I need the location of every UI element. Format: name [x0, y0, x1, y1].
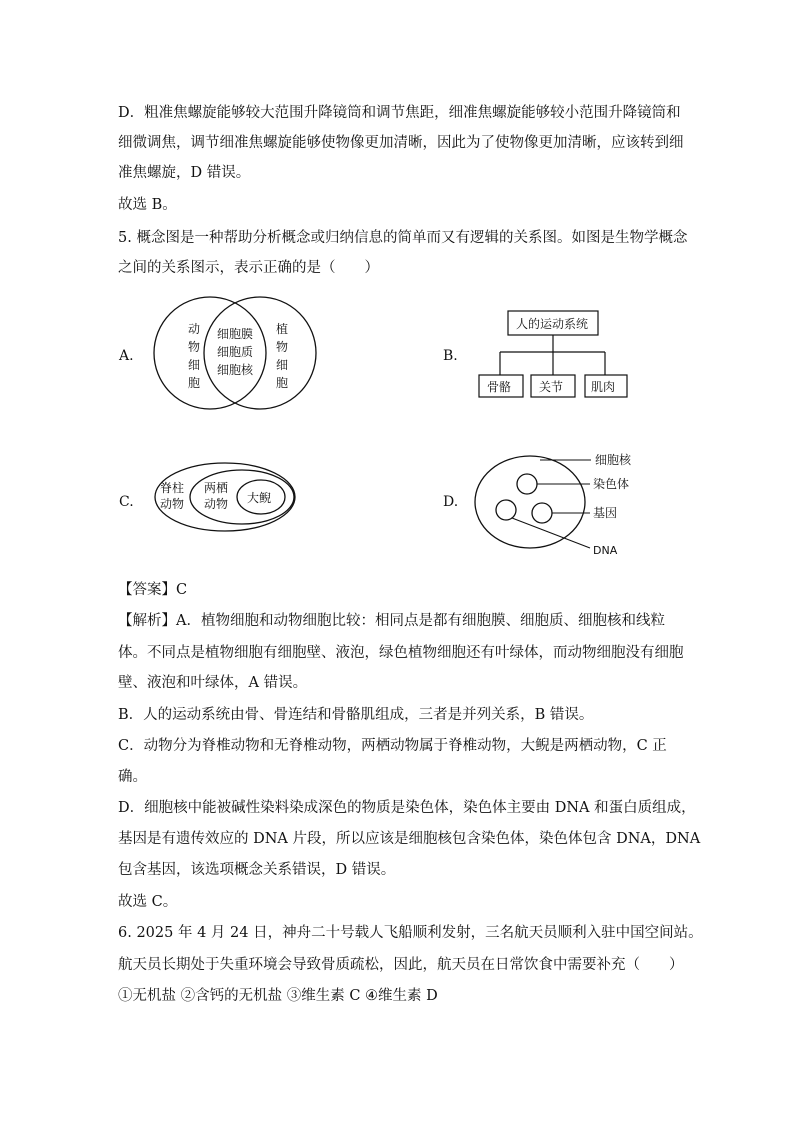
a-right-char: 细 — [276, 358, 289, 372]
answer-line: 【答案】C — [118, 582, 188, 598]
c-middle-text: 动物 — [204, 497, 229, 511]
c-outer-text: 脊柱 — [160, 481, 185, 495]
d-dna-label: DNA — [593, 544, 618, 557]
analysis-line: 壁、液泡和叶绿体，A 错误。 — [118, 675, 308, 691]
b-child-box: 骨骼 — [487, 380, 512, 394]
question-6-stem: 航天员长期处于失重环境会导致骨质疏松，因此，航天员在日常饮食中需要补充（ ） — [118, 957, 684, 973]
option-b-label: B. — [443, 348, 458, 364]
analysis-line: D．细胞核中能被碱性染料染成深色的物质是染色体，染色体主要由 DNA 和蛋白质组成， — [118, 800, 696, 816]
question-5-stem: 5. 概念图是一种帮助分析概念或归纳信息的简单而又有逻辑的关系图。如图是生物学概念 — [118, 230, 688, 246]
option-c-nested-diagram — [150, 460, 300, 540]
a-right-char: 物 — [276, 340, 289, 354]
question-5-stem: 之间的关系图示，表示正确的是（ ） — [118, 260, 379, 276]
analysis-line: 基因是有遗传效应的 DNA 片段，所以应该是细胞核包含染色体，染色体包含 DNA，DNA — [118, 831, 701, 847]
text-line: 准焦螺旋，D 错误。 — [118, 165, 251, 181]
analysis-line: 故选 C。 — [118, 894, 178, 910]
c-outer-text: 动物 — [160, 497, 185, 511]
analysis-line: 体。不同点是植物细胞有细胞壁、液泡，绿色植物细胞还有叶绿体，而动物细胞没有细胞 — [118, 645, 684, 661]
option-c-label: C. — [119, 494, 134, 510]
a-left-char: 物 — [188, 340, 201, 354]
d-nucleus-label: 细胞核 — [595, 453, 632, 467]
b-child-box: 肌肉 — [591, 380, 616, 394]
analysis-line: C．动物分为脊椎动物和无脊椎动物，两栖动物属于脊椎动物，大鲵是两栖动物，C 正 — [118, 738, 667, 754]
analysis-line: 包含基因，该选项概念关系错误，D 错误。 — [118, 862, 396, 878]
d-chromosome-label: 染色体 — [593, 477, 630, 491]
d-gene-label: 基因 — [593, 506, 618, 520]
option-a-label: A. — [119, 348, 134, 364]
a-center-text: 细胞核 — [217, 363, 254, 377]
analysis-line: B．人的运动系统由骨、骨连结和骨骼肌组成，三者是并列关系，B 错误。 — [118, 707, 594, 723]
c-inner-text: 大鲵 — [247, 491, 272, 505]
a-left-char: 动 — [188, 322, 201, 336]
text-line: 故选 B。 — [118, 197, 177, 213]
b-top-box: 人的运动系统 — [516, 317, 589, 331]
a-left-char: 胞 — [188, 376, 201, 390]
option-b-tree-diagram — [470, 305, 635, 400]
a-right-char: 胞 — [276, 376, 289, 390]
text-line: D．粗准焦螺旋能够较大范围升降镜筒和调节焦距，细准焦螺旋能够较小范围升降镜筒和 — [118, 105, 681, 121]
analysis-line: 【解析】A．植物细胞和动物细胞比较：相同点是都有细胞膜、细胞质、细胞核和线粒 — [118, 613, 665, 629]
option-a-venn-diagram — [150, 293, 320, 413]
text-line: 细微调焦，调节细准焦螺旋能够使物像更加清晰，因此为了使物像更加清晰，应该转到细 — [118, 135, 684, 151]
c-middle-text: 两栖 — [204, 481, 229, 495]
a-right-char: 植 — [276, 322, 289, 336]
b-child-box: 关节 — [539, 380, 564, 394]
question-6-stem: 6. 2025 年 4 月 24 日，神舟二十号载人飞船顺利发射，三名航天员顺利入驻中国空间站。 — [118, 925, 703, 941]
a-center-text: 细胞膜 — [217, 327, 254, 341]
a-center-text: 细胞质 — [217, 345, 254, 359]
analysis-line: 确。 — [118, 769, 147, 785]
option-d-label: D. — [443, 494, 459, 510]
a-left-char: 细 — [188, 358, 201, 372]
question-6-choices: ①无机盐 ②含钙的无机盐 ③维生素 C ④维生素 D — [118, 988, 438, 1004]
option-d-cell-diagram — [470, 448, 650, 563]
